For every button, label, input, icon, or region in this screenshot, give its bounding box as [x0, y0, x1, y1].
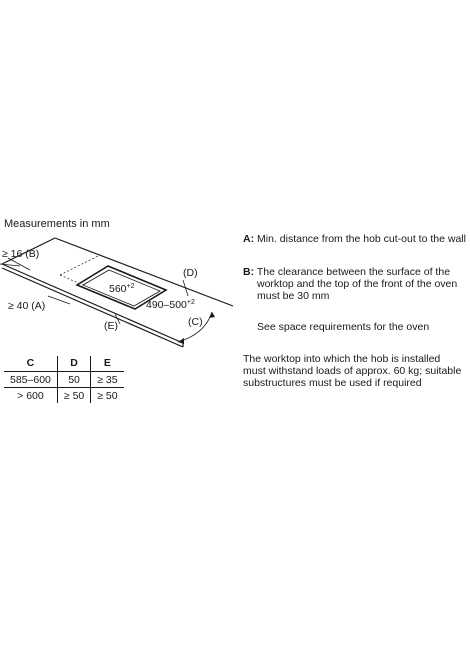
table-cell: ≥ 50	[57, 388, 90, 404]
label-b: ≥ 16 (B)	[2, 248, 40, 260]
cutout-depth-label: $490-500^{+2}$	[146, 299, 195, 311]
table-header-d: D	[57, 356, 90, 372]
note-b-label: B:	[243, 266, 255, 278]
table-row	[4, 388, 124, 404]
dimension-table	[4, 356, 124, 403]
table-cell: ≥ 50	[91, 388, 124, 404]
table-cell: 585–600	[4, 372, 57, 388]
cutout-width-label: $560^{+2}$	[109, 283, 135, 295]
label-a: ≥ 40 (A)	[8, 300, 46, 312]
space-requirements-note: See space requirements for the oven	[257, 321, 430, 333]
label-c: (C)	[188, 316, 203, 328]
table-cell: > 600	[17, 389, 44, 402]
table-header-row	[4, 356, 124, 372]
label-e: (E)	[104, 320, 118, 332]
wall-dashed-line	[60, 255, 100, 275]
note-b	[243, 266, 470, 302]
worktop-load-note: The worktop into which the hob is installed must withstand loads of approx. 60 kg; suitable substructures must be used if required	[243, 353, 462, 389]
note-b-text: The clearance between the surface of the worktop and the top of the front of the oven must be 30 mm	[256, 266, 458, 302]
table-header-e: E	[91, 356, 124, 372]
table-cell: ≥ 35	[91, 372, 124, 388]
note-a	[243, 233, 470, 245]
table-row	[4, 372, 124, 388]
table-header-c: C	[4, 356, 57, 372]
note-a-text: Min. distance from the hob cut-out to the wall	[257, 233, 466, 245]
measurements-label: Measurements in mm	[4, 218, 110, 230]
label-d: (D)	[183, 267, 198, 279]
cutout-diagram	[0, 230, 235, 355]
note-a-label: A:	[243, 233, 255, 245]
cutout-projection-dashed-line	[60, 275, 85, 286]
table-cell: 50	[57, 372, 90, 388]
dimension-a-line	[48, 296, 70, 304]
